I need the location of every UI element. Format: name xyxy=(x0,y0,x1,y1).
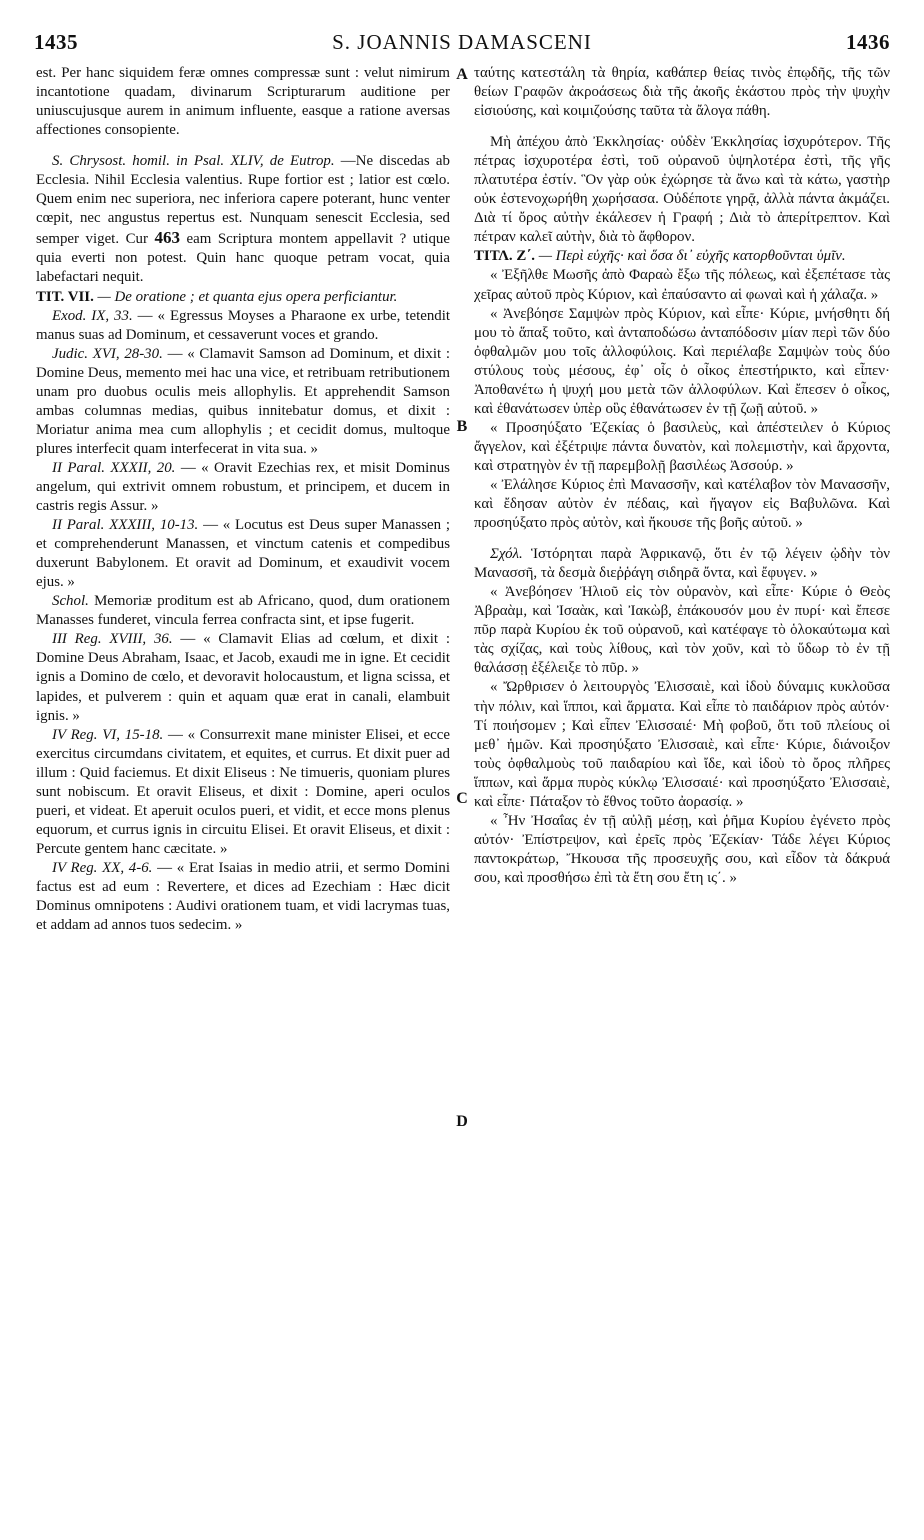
page-number-left: 1435 xyxy=(34,30,78,54)
margin-letter-a: A xyxy=(456,66,468,83)
citation: S. Chrysost. homil. in Psal. XLIV, de Eutrop. xyxy=(52,153,335,170)
citation: III Reg. XVIII, 36. xyxy=(52,631,173,648)
margin-letter-c: C xyxy=(456,790,468,807)
citation: Σχόλ. xyxy=(490,546,523,563)
greek-paragraph: Μὴ ἀπέχου ἀπὸ Ἐκκλησίας· οὐδὲν Ἐκκλησίας ἰσχυρότερον. Τῆς πέτρας ἰσχυροτέρα ἐστὶ, τοῦ οὐρανοῦ ὑψηλοτέρα ἐστὶ, τῆς γῆς πλατυτέρα ἐστίν. Ὃν γὰρ οὐκ ἐχώρησε τὰ ἄνω καὶ τὰ κάτω, γαστὴρ οὐκ ἐστενοχωρήθη χωρήσασα. Οὐδέποτε γηρᾷ, ἀλλὰ πάντα ἀκμάζει. Διὰ τί ὄρος αὐτὴν ἐκάλεσεν ἡ Γραφή ; Διὰ τὸ ἀπερίτρεπτον. Καὶ πέτραν καλεῖ αὐτὴν, διὰ τὸ ἄφθορον. xyxy=(474,134,890,246)
greek-column xyxy=(474,64,890,1504)
running-title: S. JOANNIS DAMASCENI xyxy=(332,30,592,54)
section-title: TIT. VII. — De oratione ; et quanta ejus opera perficiantur. xyxy=(36,288,398,305)
page-header xyxy=(34,30,890,60)
citation: IV Reg. VI, 15-18. xyxy=(52,726,164,743)
citation: Exod. IX, 33. xyxy=(52,307,133,324)
greek-paragraph: « Ἦν Ἠσαΐας ἐν τῇ αὐλῇ μέσῃ, καὶ ῥῆμα Κυρίου ἐγένετο πρὸς αὐτόν· Ἐπίστρεψον, καὶ ἐρεῖς πρὸς Ἐζεκίαν· Τάδε λέγει Κύριος παντοκράτωρ, Ἤκουσα τῆς προσευχῆς σου, καὶ εἶδον τὰ δάκρυά σου, καὶ προσθήσω ἐπὶ τὰ ἔτη σου ἔτη ις΄. » xyxy=(474,812,890,886)
greek-paragraph: Σχόλ. Ἱστόρηται παρὰ Ἀφρικανῷ, ὅτι ἐν τῷ λέγειν ᾠδὴν τὸν Μανασσῆ, τὰ δεσμὰ διεῤῥάγη σιδηρᾶ ὄντα, καὶ ἔφυγεν. » xyxy=(474,546,890,582)
latin-paragraph: S. Chrysost. homil. in Psal. XLIV, de Eutrop. —Ne discedas ab Ecclesia. Nihil Ecclesia valentius. Rupe fortior est ; latior est cœlo. Quem enim nec superiora, nec inferiora capere poterant, hunc venter cœpit, nec angustus repertus est. Nunquam senescit Ecclesia, sed semper viget. Cur 463 eam Scriptura montem appellavit ? utique quia everti non potest. Quin hanc quoque petram vocat, quia labefactari nequit. xyxy=(36,153,450,286)
greek-paragraph: ταύτης κατεστάλη τὰ θηρία, καθάπερ θείας τινὸς ἐπῳδῆς, τῆς τῶν θείων Γραφῶν ἀκροάσεως διὰ τῆς ἀκοῆς ἑκάστου πρὸς τὴν ψυχὴν εἰσιούσης, καὶ κοιμιζούσης ταῦτα τὰ ἄλογα πάθη. xyxy=(474,65,890,120)
greek-paragraph: « Ἀνεβόησεν Ἠλιοῦ εἰς τὸν οὐρανὸν, καὶ εἶπε· Κύριε ὁ Θεὸς Ἀβραὰμ, καὶ Ἰσαὰκ, καὶ Ἰακὼβ, ἐπάκουσόν μου ἐν πυρί· καὶ ἔπεσε πῦρ παρὰ Κυρίου ἐκ τοῦ οὐρανοῦ, καὶ κατέφαγε τὸ ὁλοκαύτωμα καὶ τὰς σχίζας, καὶ τοὺς λίθους, καὶ τὸν χοῦν, καὶ τὸ ὕδωρ τὸ ἐν τῇ θαλάσσῃ ἐξέλειξε τὸ πῦρ. » xyxy=(474,584,890,677)
column-number: 463 xyxy=(154,228,180,248)
citation: II Paral. XXXIII, 10-13. xyxy=(52,517,199,534)
latin-paragraph: Judic. XVI, 28-30. — « Clamavit Samson ad Dominum, et dixit : Domine Deus, memento mei hac una vice, et retribuam retributionem unam pro duobus oculis meis allophylis. Et apprehendit Samson ambas columnas medias, quibus innitebatur domus, et dixit : Moriatur anima mea cum allophylis ; et cecidit domus, multoque plures interfecit quam interfecerat in vita sua. » xyxy=(36,345,450,457)
greek-paragraph: « Ὤρθρισεν ὁ λειτουργὸς Ἐλισσαιὲ, καὶ ἰδοὺ δύναμις κυκλοῦσα τὴν πόλιν, καὶ ἵπποι, καὶ ἅρματα. Καὶ εἶπε τὸ παιδάριον πρὸς αὐτόν· Τί ποιήσομεν ; Καὶ εἶπεν Ἐλισσαιέ· Μὴ φοβοῦ, ὅτι τοῦ πλείους οἱ μεθ᾽ ἡμῶν. Καὶ προσηύξατο Ἐλισσαιὲ, καὶ εἶπε· Κύριε, διάνοιξον τοὺς ὀφθαλμοὺς τοῦ παιδαρίου καὶ ἴδε, καὶ ἰδοὺ τὸ ὄρος πλῆρες ἵππων, καὶ ἅρμα πυρὸς κύκλῳ Ἐλισσαιέ· καὶ προσηύξατο Ἐλισσαιὲ, καὶ εἶπε· Πάταξον τὸ ἔθνος τοῦτο ἀορασίᾳ. » xyxy=(474,679,890,810)
margin-letter-d: D xyxy=(456,1113,468,1130)
margin-letter-b: B xyxy=(456,418,468,435)
citation: IV Reg. XX, 4-6. xyxy=(52,859,153,876)
page-number-right: 1436 xyxy=(846,30,890,54)
greek-paragraph: « Ἐξῆλθε Μωσῆς ἀπὸ Φαραὼ ἔξω τῆς πόλεως, καὶ ἐξεπέτασε τὰς χεῖρας αὐτοῦ πρὸς Κύριον, καὶ ἐπαύσαντο αἱ φωναὶ καὶ ἡ χάλαζα. » xyxy=(474,267,890,303)
latin-paragraph: II Paral. XXXII, 20. — « Oravit Ezechias rex, et misit Dominus angelum, qui extrivit omnem robustum, et principem, et ducem in castris regis Assur. » xyxy=(36,459,450,515)
latin-paragraph: est. Per hanc siquidem feræ omnes compressæ sunt : velut nimirum incantotione quadam, divinarum Scripturarum auditione per uniuscujusque aurem in animum influente, easque a ratione aversas affectiones consopiente. xyxy=(36,65,450,139)
citation: Judic. XVI, 28-30. xyxy=(52,345,163,362)
greek-paragraph: « Προσηύξατο Ἐζεκίας ὁ βασιλεὺς, καὶ ἀπέστειλεν ὁ Κύριος ἄγγελον, καὶ ἐξέτριψε πάντα δυνατὸν, καὶ πολεμιστὴν, καὶ ἄρχοντα, καὶ στρατηγὸν ἐν τῇ παρεμβολῇ βασιλέως Ἀσσούρ. » xyxy=(474,419,890,474)
section-title: ΤΙΤΛ. Ζ΄. — Περὶ εὐχῆς· καὶ ὅσα δι᾽ εὐχῆς κατορθοῦνται ὑμῖν. xyxy=(474,248,846,265)
latin-paragraph: II Paral. XXXIII, 10-13. — « Locutus est Deus super Manassen ; et comprehenderunt Manassen, et vinctum catenis et compedibus duxerunt Babylonem. Et oravit ad Dominum, et exaudivit vocem ejus. » xyxy=(36,517,450,591)
citation: Schol. xyxy=(52,593,89,610)
latin-paragraph: IV Reg. XX, 4-6. — « Erat Isaias in medio atrii, et sermo Domini factus est ad eum : Revertere, et dices ad Ezechiam : Hæc dicit Dominus omnipotens : Audivi orationem tuam, et vidi lacrymas tuas, et addam ad annos tuos sedecim. » xyxy=(36,859,450,934)
latin-paragraph: IV Reg. VI, 15-18. — « Consurrexit mane minister Elisei, et ecce exercitus circumdans civitatem, et equites, et currus. Et dixit puer ad illum : Quid faciemus. Et dixit Eliseus : Ne timueris, quoniam plures sunt nobiscum. Et oravit Eliseus, et dixit : Domine, aperi oculos pueri, et videat. Et aperuit oculos pueri, et vidit, et ecce mons plenus equorum, et currus ignis in circuitu Elisei. Et oravit Eliseus, et dixit : Percute gentem hanc cæcitate. » xyxy=(36,726,450,857)
greek-paragraph: « Ἀνεβόησε Σαμψὼν πρὸς Κύριον, καὶ εἶπε· Κύριε, μνήσθητι δή μου τὸ ἅπαξ τοῦτο, καὶ ἀνταποδώσω ἀνταπόδοσιν μίαν περὶ τῶν δύο ὀφθαλμῶν μου τοῖς ἀλλοφύλοις. Καὶ περιέλαβε Σαμψὼν τοὺς δύο στύλους τοὺς μέσους, ἐφ᾽ οἷς ὁ οἶκος ἐπεστήρικτο, καὶ εἶπεν· Ἀποθανέτω ἡ ψυχή μου μετὰ τῶν ἀλλοφύλων. Καὶ ἔπεσεν ὁ οἶκος, καὶ ἐθανάτωσεν ὑπὲρ οὓς ἐθανάτωσεν ἐν τῇ ζωῇ αὐτοῦ. » xyxy=(474,305,890,417)
latin-paragraph: Exod. IX, 33. — « Egressus Moyses a Pharaone ex urbe, tetendit manus suas ad Dominum, et cessaverunt voces et grando. xyxy=(36,307,450,343)
citation: II Paral. XXXII, 20. xyxy=(52,459,176,476)
latin-paragraph: Schol. Memoriæ proditum est ab Africano, quod, dum orationem Manasses funderet, vincula ferrea confracta sint, et ipse fugerit. xyxy=(36,593,450,629)
greek-paragraph: « Ἐλάλησε Κύριος ἐπὶ Μανασσῆν, καὶ κατέλαβον τὸν Μανασσῆν, καὶ ἔδησαν αὐτὸν ἐν πέδαις, καὶ ἤγαγον εἰς Βαβυλῶνα. Καὶ προσηύξατο πρὸς αὐτὸν, καὶ ἤκουσε τῆς βοῆς αὐτοῦ. » xyxy=(474,476,890,532)
latin-paragraph: III Reg. XVIII, 36. — « Clamavit Elias ad cœlum, et dixit : Domine Deus Abraham, Isaac, et Jacob, exaudi me in igne. Et cecidit ignis a Domino de cœlo, et devoravit holocaustum, et ligna scissa, et lapides, et pulverem : quin et aquam quæ erat in canali, elambuit ignis. » xyxy=(36,631,450,724)
latin-column xyxy=(36,64,450,1504)
